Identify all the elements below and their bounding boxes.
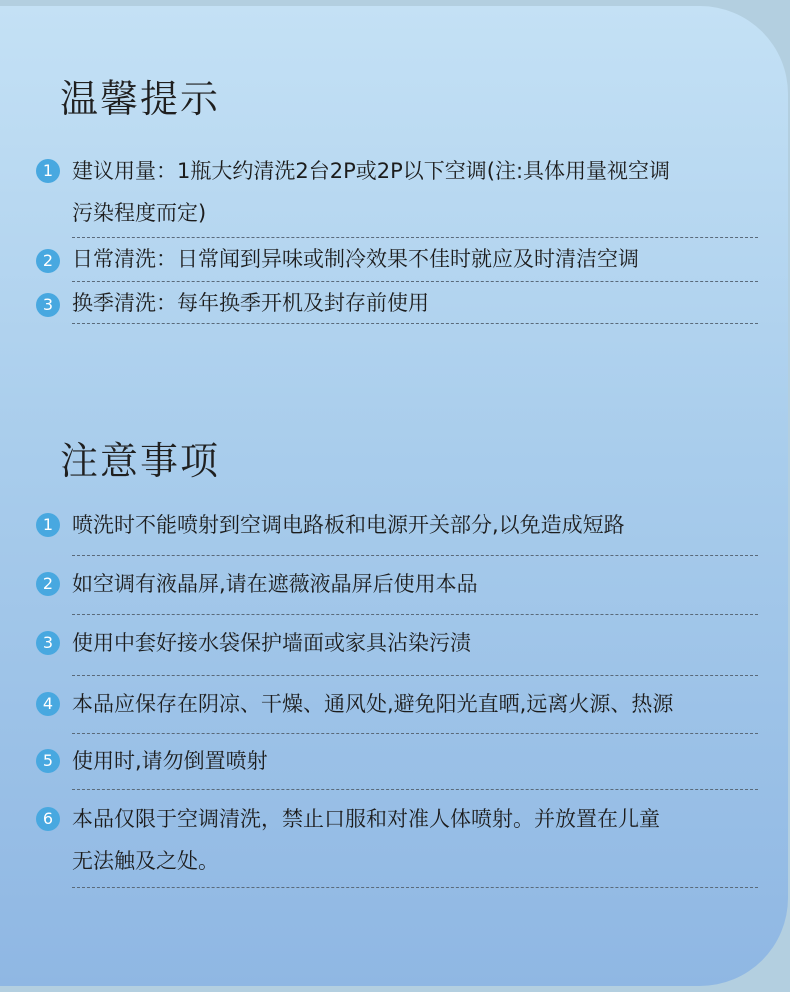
number-badge-icon: 1 (36, 159, 60, 183)
dashed-divider (72, 614, 758, 615)
dashed-divider (72, 733, 758, 734)
number-badge-icon: 6 (36, 807, 60, 831)
note-text: 本品应保存在阴凉、干燥、通风处,避免阳光直晒,远离火源、热源 (72, 692, 674, 716)
number-badge-icon: 4 (36, 692, 60, 716)
dashed-divider (72, 789, 758, 790)
dashed-divider (72, 887, 758, 888)
note-text: 使用中套好接水袋保护墙面或家具沾染污渍 (72, 631, 471, 655)
note-text: 本品仅限于空调清洗，禁止口服和对准人体喷射。并放置在儿童 无法触及之处。 (72, 807, 660, 873)
dashed-divider (72, 323, 758, 324)
dashed-divider (72, 675, 758, 676)
note-text: 使用时,请勿倒置喷射 (72, 749, 268, 773)
number-badge-icon: 3 (36, 631, 60, 655)
tip-text: 换季清洗：每年换季开机及封存前使用 (72, 291, 429, 315)
number-badge-icon: 2 (36, 572, 60, 596)
tip-item-2 (36, 238, 758, 282)
note-item-5 (36, 740, 758, 790)
dashed-divider (72, 555, 758, 556)
tips-title: 温馨提示 (60, 77, 221, 121)
number-badge-icon: 2 (36, 249, 60, 273)
note-item-2 (36, 563, 758, 615)
number-badge-icon: 5 (36, 749, 60, 773)
tip-item-3 (36, 282, 758, 324)
note-text: 喷洗时不能喷射到空调电路板和电源开关部分,以免造成短路 (72, 513, 625, 537)
tip-text: 日常清洗：日常闻到异味或制冷效果不佳时就应及时清洁空调 (72, 247, 639, 271)
note-item-4 (36, 683, 758, 734)
number-badge-icon: 3 (36, 293, 60, 317)
number-badge-icon: 1 (36, 513, 60, 537)
note-item-6 (36, 798, 758, 888)
note-item-1 (36, 504, 758, 556)
tip-text: 建议用量：1瓶大约清洗2台2P或2P以下空调(注:具体用量视空调 污染程度而定) (72, 159, 671, 225)
note-text: 如空调有液晶屏,请在遮薇液晶屏后使用本品 (72, 572, 478, 596)
tip-item-1 (36, 150, 758, 238)
info-card (0, 6, 788, 986)
note-item-3 (36, 622, 758, 676)
notes-title: 注意事项 (60, 439, 221, 483)
